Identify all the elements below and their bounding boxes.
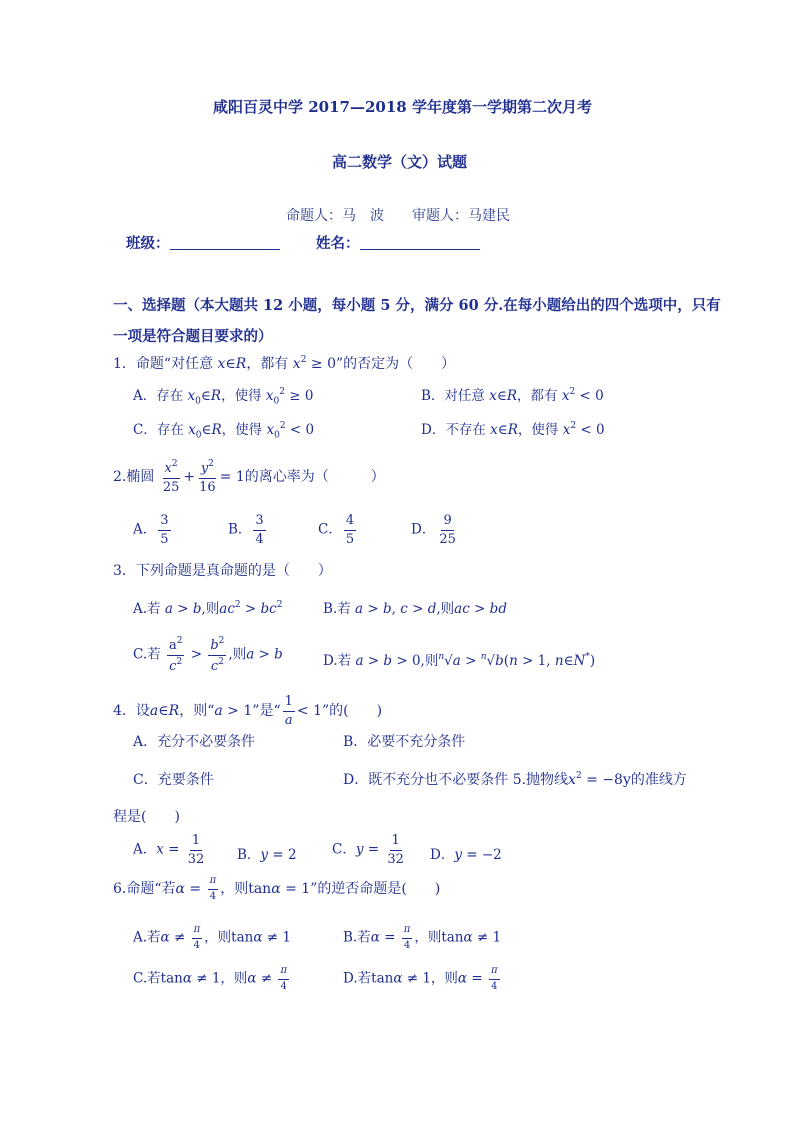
- q6-option-c[interactable]: C.若tanα ≠ 1，则α ≠ $\frac{\pi}{4}$: [133, 965, 288, 992]
- q2-option-a[interactable]: A． $\frac{3}{5}$: [133, 513, 169, 547]
- q4-option-a[interactable]: A．充分不必要条件: [133, 734, 256, 750]
- exam-subtitle: 高二数学（文）试题: [332, 153, 468, 171]
- class-label: 班级：: [126, 235, 170, 252]
- q1-option-c[interactable]: C．存在 $x_0\in R$，使得 $x_0^2 < 0$: [133, 421, 315, 441]
- class-blank[interactable]: [170, 235, 280, 250]
- exam-title: 咸阳百灵中学 2017—2018 学年度第一学期第二次月考: [213, 98, 592, 116]
- q1-option-a[interactable]: A．存在 $x_0\in R$，使得 $x_0^2 \ge 0$: [133, 387, 314, 407]
- name-blank[interactable]: [360, 235, 480, 250]
- q1-option-d[interactable]: D．不存在 x∈R，使得 $x^2 < 0$: [421, 421, 605, 438]
- q6-stem: 6.命题“若α = $\frac{\pi}{4}$ ，则tanα = 1”的逆否命题是( ): [113, 875, 441, 902]
- q4-option-d[interactable]: D．既不充分也不必要条件 5.抛物线$x^2 = -8y$的准线方: [343, 771, 687, 788]
- q5-option-a[interactable]: A．x = $\frac{1}{32}$: [133, 833, 205, 867]
- exam-authors: 命题人：马 波 审题人：马建民: [286, 208, 510, 224]
- q5-stem: 5.抛物线$x^2 = -8y$的准线方: [512, 771, 687, 788]
- q2-stem: 2.椭圆 $\frac{x^2}{25}$ + $\frac{y^2}{16}$ = 1的离心率为（ ）: [113, 459, 385, 495]
- section-heading-line2: 一项是符合题目要求的）: [113, 328, 273, 345]
- section-heading-line1: 一、选择题（本大题共 12 小题，每小题 5 分，满分 60 分.在每小题给出的四个选项中，只有: [113, 297, 721, 314]
- q2-option-d[interactable]: D． $\frac{9}{25}$: [411, 513, 456, 547]
- class-field[interactable]: [126, 232, 280, 253]
- q1-option-b[interactable]: B．对任意 x∈R，都有 $x^2 < 0$: [421, 387, 604, 404]
- q4-option-c[interactable]: C．充要条件: [133, 772, 214, 788]
- q5-option-b[interactable]: B．y = 2: [237, 847, 297, 863]
- q3-stem: 3．下列命题是真命题的是（ ）: [113, 563, 332, 579]
- q5-option-d[interactable]: D．y = −2: [430, 847, 502, 863]
- q3-option-c[interactable]: C.若 $\frac{a^2}{c^2}$ > $\frac{b^2}{c^2}$ ,则a > b: [133, 636, 283, 674]
- q6-option-b[interactable]: B.若α = $\frac{\pi}{4}$ ，则tanα ≠ 1: [343, 924, 502, 951]
- q2-option-b[interactable]: B． $\frac{3}{4}$: [228, 513, 264, 547]
- name-field[interactable]: [316, 232, 480, 253]
- q3-option-d[interactable]: D.若 a > b > 0,则$^n$√a > $^n$√b(n > 1, n∈N*): [323, 652, 596, 669]
- q3-option-a[interactable]: A.若 a > b,则$ac^2 > bc^2$: [133, 600, 283, 617]
- q3-option-b[interactable]: B.若 a > b, c > d,则ac > bd: [323, 601, 507, 617]
- q4-stem: 4．设a∈R，则“a > 1”是“ $\frac{1}{a}$ < 1”的( ): [113, 694, 383, 728]
- q4-option-b[interactable]: B．必要不充分条件: [343, 734, 466, 750]
- q5-option-c[interactable]: C．y = $\frac{1}{32}$: [332, 833, 404, 867]
- name-label: 姓名：: [316, 235, 360, 252]
- q2-option-c[interactable]: C． $\frac{4}{5}$: [318, 513, 355, 547]
- q5-stem-cont: 程是( ): [113, 809, 180, 825]
- q6-option-a[interactable]: A.若α ≠ $\frac{\pi}{4}$ ，则tanα ≠ 1: [133, 924, 291, 951]
- q6-option-d[interactable]: D.若tanα ≠ 1，则α = $\frac{\pi}{4}$: [343, 965, 498, 992]
- q1-stem: 1．命题“对任意 x∈R，都有 $x^2 \ge 0$”的否定为（ ）: [113, 355, 456, 372]
